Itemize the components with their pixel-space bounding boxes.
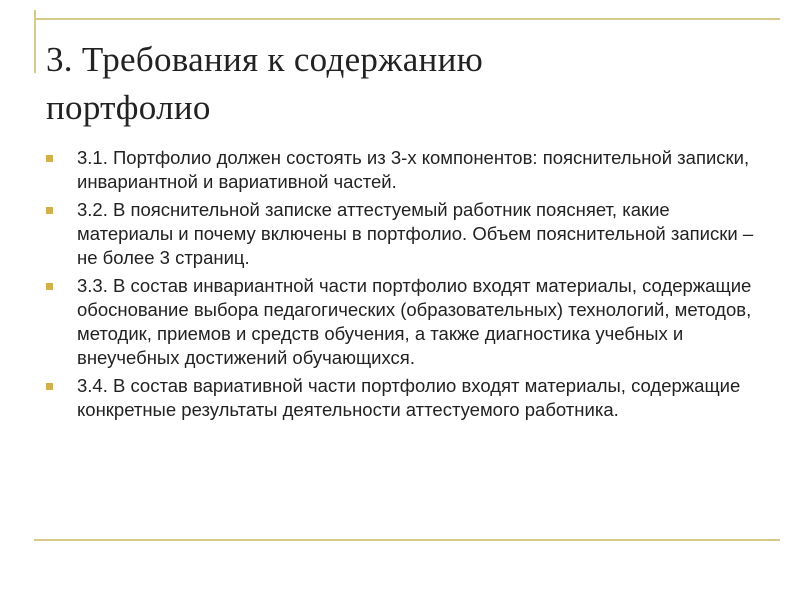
bullet-square-icon <box>46 155 53 162</box>
bullet-text: 3.4. В состав вариативной части портфолио входят материалы, содержащие конкретные результаты деятельности аттестуемого работника. <box>77 375 741 420</box>
bullet-item-3-2 <box>46 198 766 270</box>
decorative-bottom-rule <box>34 539 780 541</box>
bullet-list <box>46 146 766 426</box>
bullet-square-icon <box>46 283 53 290</box>
bullet-item-3-1 <box>46 146 766 194</box>
bullet-text: 3.3. В состав инвариантной части портфолио входят материалы, содержащие обоснование выбора педагогических (образовательных) технологий, методов, методик, приемов и средств обучения, а также диагностика учебных и внеучебных достижений обучающихся. <box>77 275 752 368</box>
bullet-text: 3.1. Портфолио должен состоять из 3-х компонентов: пояснительной записки, инвариантной и вариативной частей. <box>77 147 750 192</box>
bullet-square-icon <box>46 207 53 214</box>
slide-title-line-2: портфолио <box>46 88 211 127</box>
bullet-item-3-4 <box>46 374 766 422</box>
decorative-top-rule <box>34 18 780 20</box>
bullet-item-3-3 <box>46 274 766 370</box>
bullet-text: 3.2. В пояснительной записке аттестуемый работник поясняет, какие материалы и почему включены в портфолио. Объем пояснительной записки – не более 3 страниц. <box>77 199 754 268</box>
slide-title-line-1: 3. Требования к содержанию <box>46 40 484 79</box>
slide-title <box>46 36 766 132</box>
bullet-square-icon <box>46 383 53 390</box>
